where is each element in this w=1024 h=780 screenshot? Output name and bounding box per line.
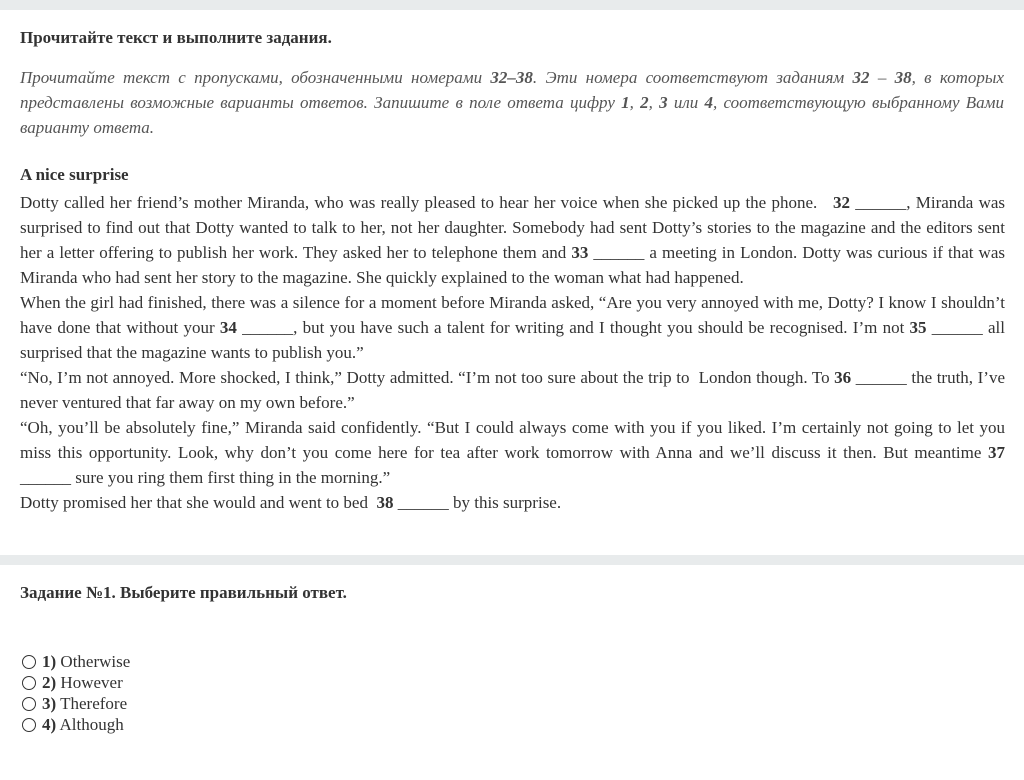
- passage-text: ______, Miranda was surprised to find out that Dotty wanted to talk to her, not her daughter. Somebody had sent Dotty’s stories to the magazine and the editors sent her a letter offering to publish her work. They asked her to telephone them and: [20, 193, 1006, 262]
- passage-text: ______ a meeting in London. Dotty was curious if that was Miranda who had sent her story to the magazine. She quickly explained to the woman what had happened.: [20, 243, 1005, 287]
- passage-text: Dotty called her friend’s mother Miranda, who was really pleased to hear her voice when she picked up the phone.: [20, 193, 833, 212]
- gap-number: 32: [833, 193, 850, 212]
- gap-number: 37: [988, 443, 1005, 462]
- task-heading: Прочитайте текст и выполните задания.: [20, 28, 332, 47]
- passage-text: ______ all surprised that the magazine wants to publish you.”: [20, 318, 1005, 362]
- instructions-separator: ,: [629, 93, 641, 112]
- answer-option-4[interactable]: [22, 714, 130, 735]
- passage-text: ______ the truth, I’ve never ventured that far away on my own before.”: [20, 368, 1006, 412]
- passage-text: When the girl had finished, there was a silence for a moment before Miranda asked, “Are you very annoyed with me, Dotty? I know I shouldn’t have done that without your: [20, 293, 1005, 337]
- passage-paragraph: [20, 415, 1005, 490]
- passage-body: [20, 190, 1005, 515]
- answer-option-2[interactable]: [22, 672, 130, 693]
- passage-title: A nice surprise: [20, 165, 129, 184]
- passage-paragraph: [20, 190, 1005, 290]
- option-label: However: [56, 673, 123, 692]
- radio-button[interactable]: [22, 655, 36, 669]
- instructions-range-end: 38: [894, 68, 912, 87]
- option-label: Therefore: [56, 694, 128, 713]
- instructions-text: [20, 65, 1004, 140]
- instructions-dash: –: [869, 68, 895, 87]
- instructions-digit: 1: [621, 93, 630, 112]
- gap-number: 34: [219, 318, 237, 337]
- gap-number: 38: [376, 493, 394, 512]
- top-divider: [0, 0, 1024, 10]
- passage-text: “No, I’m not annoyed. More shocked, I think,” Dotty admitted. “I’m not too sure about the trip to London though. To: [20, 368, 835, 387]
- answer-options: [22, 651, 130, 735]
- section-divider: [0, 555, 1024, 565]
- answer-option-1[interactable]: [22, 651, 130, 672]
- option-label: Otherwise: [56, 652, 131, 671]
- instructions-part: , соответствующую выбранному Вами варианту ответа.: [20, 93, 1005, 137]
- gap-number: 36: [834, 368, 852, 387]
- radio-button[interactable]: [22, 676, 36, 690]
- passage-paragraph: [20, 290, 1005, 365]
- passage-text: ______ by this surprise.: [393, 493, 562, 512]
- radio-button[interactable]: [22, 718, 36, 732]
- option-label: Although: [56, 715, 124, 734]
- passage-text: “Oh, you’ll be absolutely fine,” Miranda said confidently. “But I could always come with you if you liked. I’m certainly not going to let you miss this opportunity. Look, why don’t you come here for tea after work tomorrow with Anna and we’ll discuss it then. But meantime: [20, 418, 1005, 462]
- radio-button[interactable]: [22, 697, 36, 711]
- passage-text: Dotty promised her that she would and went to bed: [20, 493, 377, 512]
- answer-option-3[interactable]: [22, 693, 130, 714]
- question-heading: Задание №1. Выберите правильный ответ.: [20, 583, 347, 602]
- passage-text: ______, but you have such a talent for writing and I thought you should be recognised. I’m not: [236, 318, 910, 337]
- gap-number: 33: [571, 243, 589, 262]
- instructions-part: . Эти номера соответствуют заданиям: [532, 68, 853, 87]
- passage-text: ______ sure you ring them first thing in the morning.”: [20, 468, 391, 487]
- option-number: 4): [42, 715, 57, 734]
- passage-paragraph: [20, 365, 1005, 415]
- instructions-part: , в которых представлены возможные варианты ответов. Запишите в поле ответа цифру: [20, 68, 1004, 112]
- instructions-separator: или: [667, 93, 705, 112]
- instructions-digit: 2: [640, 93, 649, 112]
- instructions-separator: ,: [648, 93, 660, 112]
- option-number: 2): [42, 673, 57, 692]
- instructions-part: Прочитайте текст с пропусками, обозначенными номерами: [20, 68, 491, 87]
- instructions-range-start: 32: [852, 68, 870, 87]
- instructions-digit: 3: [659, 93, 668, 112]
- instructions-range: 32–38: [490, 68, 533, 87]
- instructions-digit: 4: [704, 93, 713, 112]
- passage-paragraph: [20, 490, 1005, 515]
- option-number: 1): [42, 652, 57, 671]
- gap-number: 35: [909, 318, 927, 337]
- option-number: 3): [42, 694, 57, 713]
